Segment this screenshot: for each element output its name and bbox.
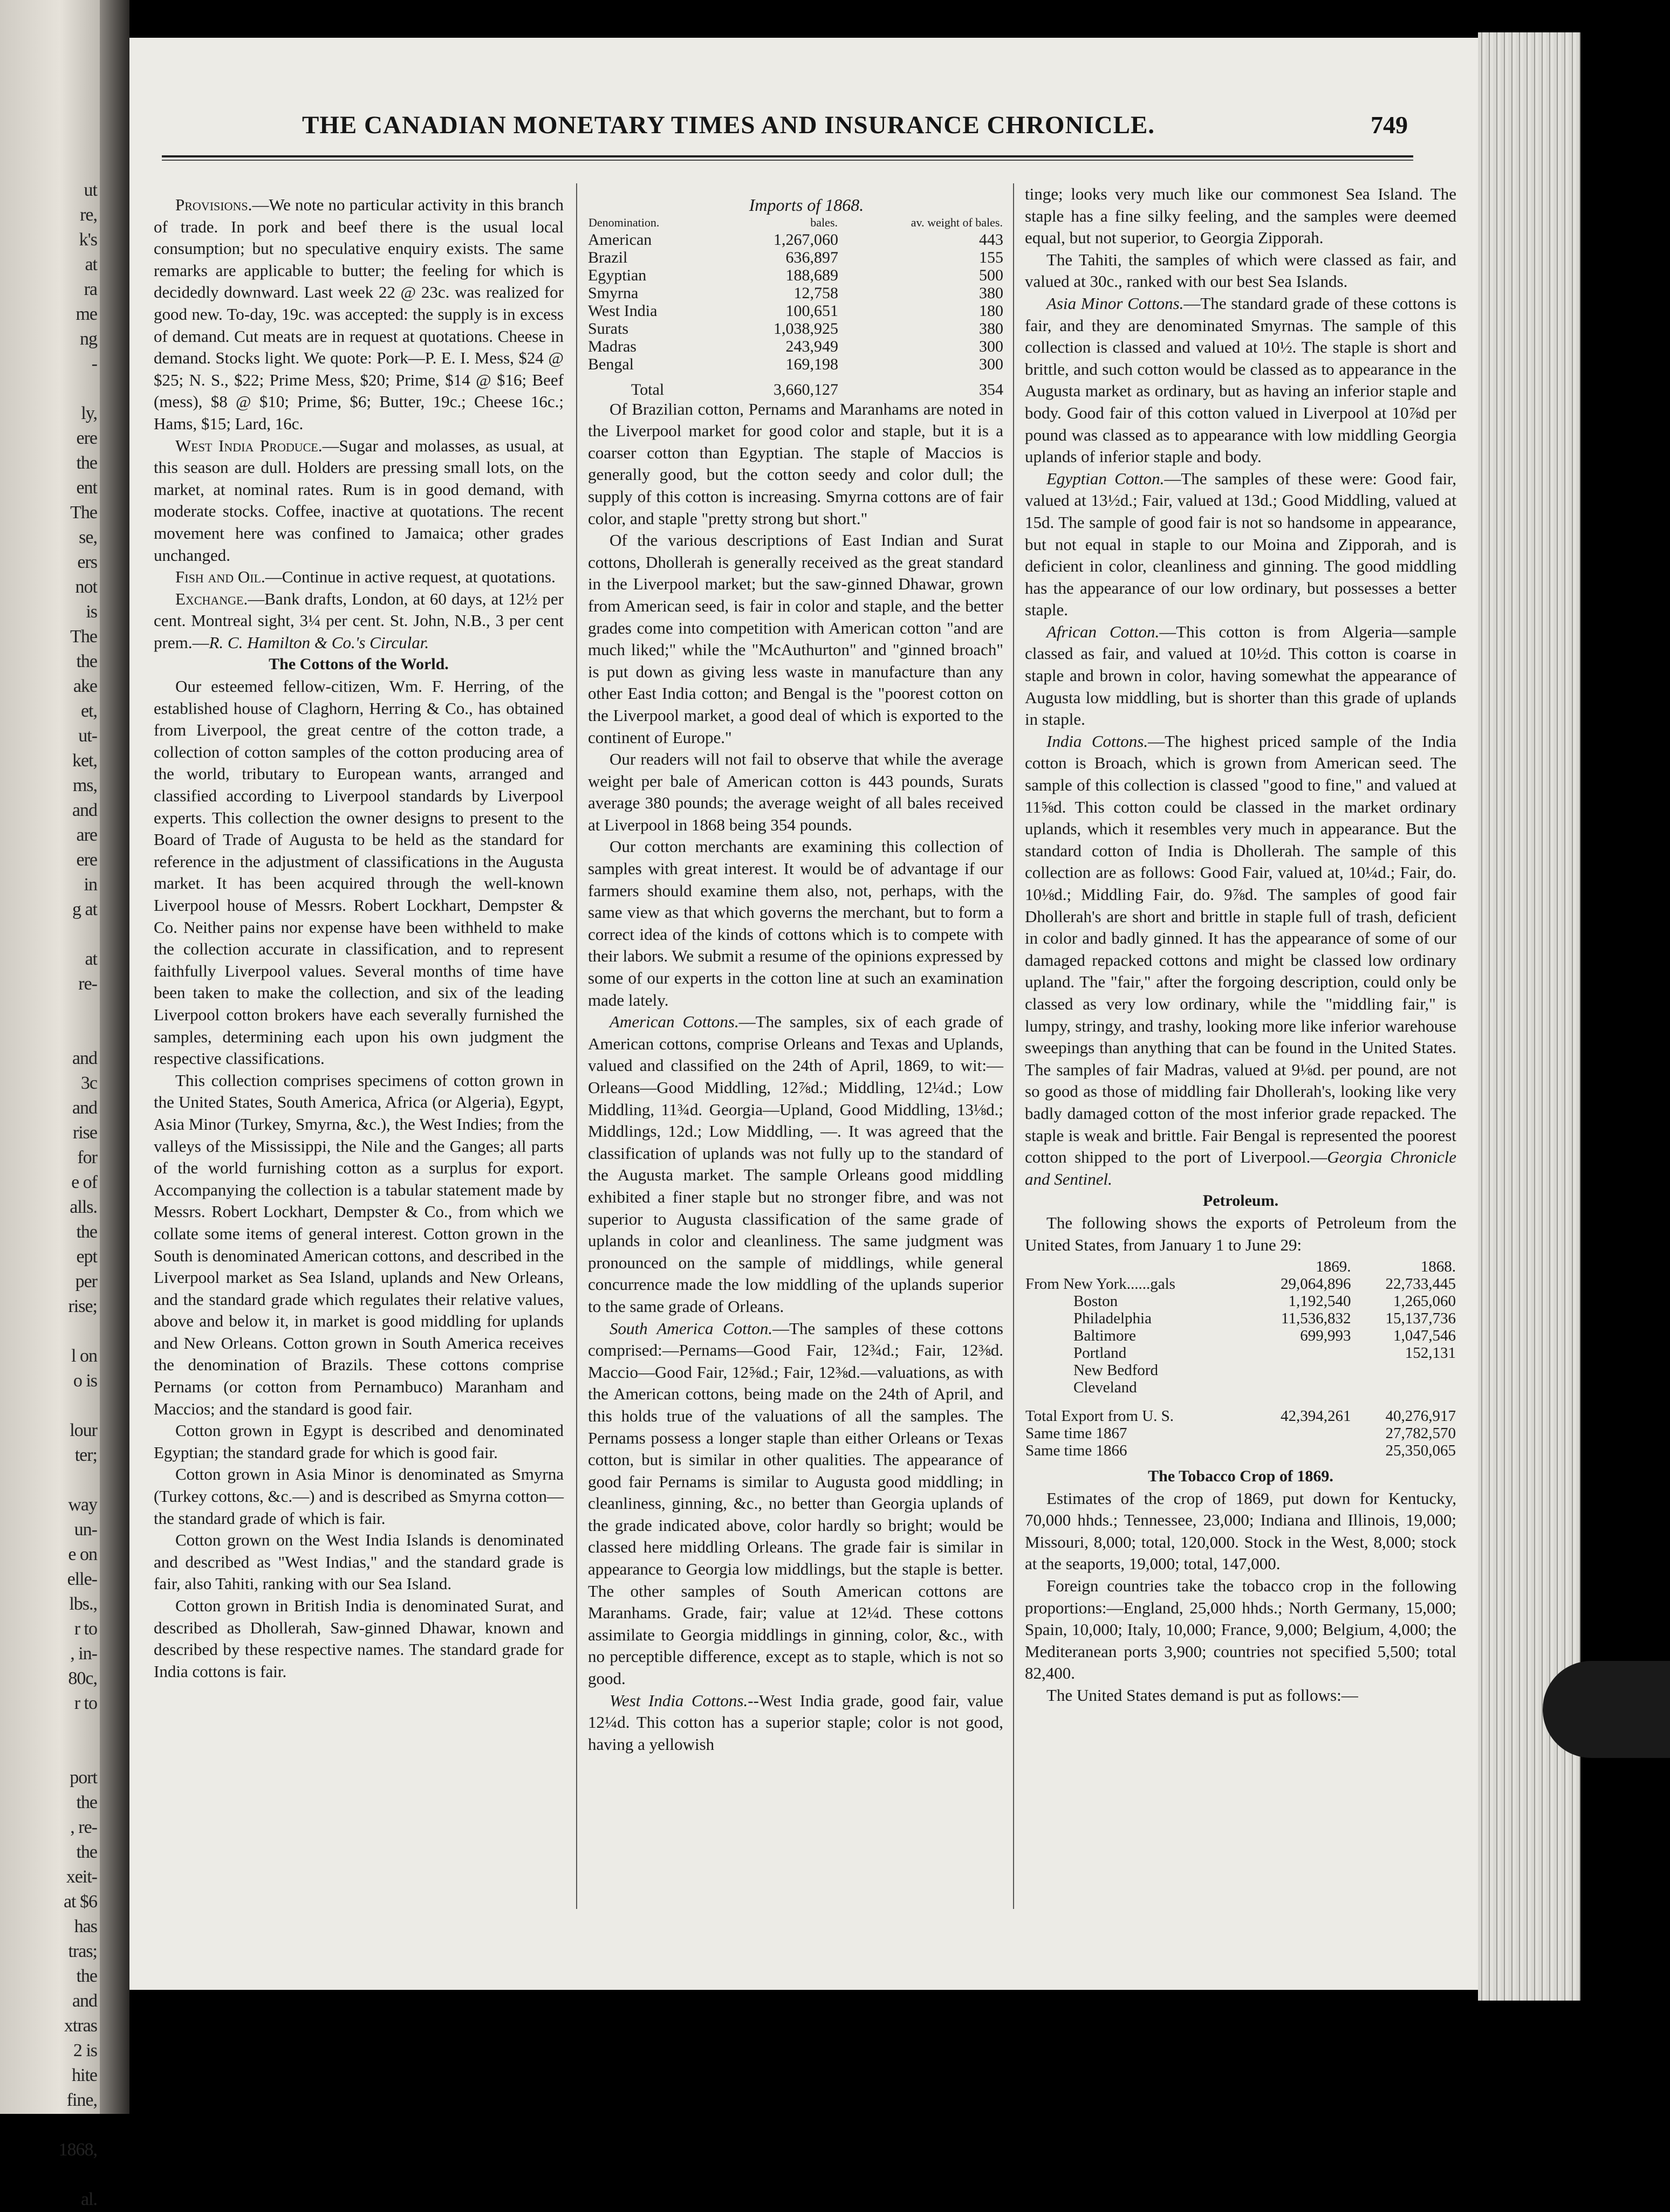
cottons-heading: The Cottons of the World. — [269, 655, 449, 674]
scanner-thumb — [1543, 1661, 1670, 1758]
india-text: —The highest priced sample of the India cotton is Broach, which is grown from American seed. The sample of this collection is classed "good to fine," and valued at 11⅝d. This cotton could be classed in the market ordinary uplands, which it resembles very much in appearance. But the standard cotton of India is Dhollerah. The sample of this collection are as follows: Good Fair, valued at, 10¼d.; Fair, do. 10⅛d.; Middling Fair, do. 9⅞d. The samples of good fair Dhollerah's are short and brittle in staple full of trash, deficient in color and badly ginned. It has the appearance of some of our damaged repacked cottons and might be classed low ordinary upland. The "fair," after the forgoing description, could only be classed as very low ordinary, while the "middling fair," is lumpy, stringy, and trashy, looking more like inferior warehouse sweepings than anything that can be found in the United States. The samples of fair Madras, valued at 9⅛d. per pound, are not so good as those of middling fair Dhollerah's, looking like very badly damaged cotton of the most inferior grade repacked. The staple is weak and brittle. Fair Bengal is represented the poorest cotton shipped to the port of Liverpool.— — [1025, 731, 1456, 1167]
imports-row — [588, 231, 1003, 249]
imports-row — [588, 320, 1003, 338]
fish-label: Fish and Oil. — [175, 567, 265, 587]
petroleum-port: Portland — [1073, 1344, 1127, 1362]
petroleum-row — [1025, 1379, 1456, 1396]
imports-bales: 1,038,925 — [774, 319, 838, 338]
african-paragraph — [1025, 621, 1456, 731]
petroleum-1868: 22,733,445 — [1385, 1275, 1456, 1293]
imports-total-weight: 354 — [979, 380, 1003, 399]
imports-weight: 155 — [979, 248, 1003, 266]
petroleum-1868 — [1351, 1379, 1456, 1396]
petroleum-port: Boston — [1073, 1293, 1118, 1310]
american-cottons-text: —The samples, six of each grade of American cottons, comprise Orleans and Texas and Uplands, valued and classified on the 24th of April, 1869, to wit:—Orleans—Good Middling, 12⅞d.; Middling, 12¼d.; Low Middling, 11¾d. Georgia—Upland, Good Middling, 13⅛d.; Middlings, 12d.; Low Middling, —. It was agreed that the classification of uplands was not fully up to the standard of the Augusta market. The sample Orleans good middling exhibited a finer staple but no stronger fibre, and was not superior to Augusta classification of the same grade of uplands in color and cleanliness. The same judgment was pronounced on the sample of middlings, while general concurrence made the low middling of the uplands superior to the same grade of Orleans. — [588, 1012, 1003, 1316]
imports-weight: 300 — [979, 355, 1003, 373]
publication-title: THE CANADIAN MONETARY TIMES AND INSURANCE CHRONICLE. — [302, 111, 1155, 139]
petroleum-1869 — [1247, 1344, 1352, 1362]
petroleum-1869 — [1247, 1362, 1352, 1379]
petroleum-total-label: Same time 1867 — [1025, 1425, 1127, 1442]
cottons-paragraph-2: This collection comprises specimens of cotton grown in the United States, South America, Africa (or Algeria), Egypt, Asia Minor (Turkey, Smyrna, &c.), the West Indies; from the valleys of the Mississippi, the Nile and the Ganges; all parts of the world furnishing cotton as a surplus for export. Accompanying the collection is a tabular statement made by Messrs. Robert Lockhart, Dempster & Co., from which we collate some items of general interest. Cotton grown in the South is denominated American cottons, and described in the Liverpool market as Sea Island, uplands and New Orleans, and the standard grade which regulates their relative values, above and below it, in market is good middling for uplands and New Orleans. Cotton grown in South America receives the denomination of Brazils. These cottons comprise Pernams (or cotton from Pernambuco) Maranham and Maccios; and the standard is good fair. — [154, 1070, 564, 1418]
petroleum-port: Philadelphia — [1073, 1310, 1152, 1328]
imports-total-row — [588, 373, 1003, 399]
petroleum-total-1869 — [1247, 1442, 1352, 1459]
header-rule-thin — [162, 160, 1413, 161]
petroleum-row — [1025, 1327, 1456, 1344]
west-india-cottons-label: West India Cottons. — [610, 1691, 748, 1710]
imports-weight: 300 — [979, 337, 1003, 355]
tobacco-paragraph-2: Foreign countries take the tobacco crop in the following proportions:—England, 25,000 hhds.; North Germany, 15,000; Spain, 10,000; Italy, 10,000; France, 9,000; Belgium, 4,000; the Mediteranean ports 3,900; countries not specified 5,500; total 82,400. — [1025, 1576, 1456, 1683]
african-text: —This cotton is from Algeria—sample classed as fair, and valued at 10½d. This cotton is coarse in staple and brown in color, having somewhat the appearance of Augusta low middling, but is shorter than this grade of uplands in staple. — [1025, 622, 1457, 729]
imports-row — [588, 284, 1003, 302]
petroleum-1869: 29,064,896 — [1280, 1275, 1351, 1293]
imports-header-weight: av. weight of bales. — [911, 215, 1003, 229]
petroleum-1868: 15,137,736 — [1385, 1310, 1456, 1328]
tahiti-paragraph: The Tahiti, the samples of which were classed as fair, and valued at 30c., ranked with our best Sea Islands. — [1025, 250, 1456, 291]
petroleum-row — [1025, 1344, 1456, 1362]
imports-row — [588, 302, 1003, 320]
imports-weight: 500 — [979, 266, 1003, 284]
cottons-paragraph-3: Cotton grown in Egypt is described and denominated Egyptian; the standard grade for which is good fair. — [154, 1421, 564, 1462]
column-divider-1 — [576, 183, 577, 1909]
col3-continuation: tinge; looks very much like our commonest Sea Island. The staple has a fine silky feeling, and the samples were deemed equal, but not superior, to Georgia Zipporah. — [1025, 184, 1456, 248]
column-1 — [154, 194, 564, 1682]
petroleum-total-1868: 25,350,065 — [1385, 1442, 1456, 1460]
imports-weight: 380 — [979, 284, 1003, 302]
petroleum-1868: 152,131 — [1405, 1344, 1456, 1362]
petroleum-total-1868: 40,276,917 — [1385, 1407, 1456, 1425]
petroleum-1868: 1,265,060 — [1393, 1293, 1456, 1310]
imports-denomination: Bengal — [588, 355, 634, 373]
imports-denomination: Madras — [588, 337, 636, 355]
imports-bales: 100,651 — [785, 301, 838, 320]
petroleum-total-1869: 42,394,261 — [1280, 1407, 1351, 1425]
petroleum-port: New Bedford — [1073, 1362, 1159, 1379]
west-india-cottons-paragraph — [588, 1690, 1003, 1756]
left-page-text-fragments: ut re, k's at ra me ng - ly, ere the ent The se, ers not is The the ake et, ut- ket, ms, and are ere in g at at re- and 3c and rise for e of alls. the ept per rise; l on o is lour ter; way un- e on elle- lbs., r to , in- 80c, r to port the , re- the xeit- at $6 has tras; the and xtras 2 is hite fine, 1868, al. — [58, 180, 97, 2209]
imports-table — [588, 216, 1003, 399]
imports-bales: 169,198 — [785, 355, 838, 373]
west-india-cottons-text: --West India grade, good fair, value 12¼d. This cotton has a superior staple; color is not good, having a yellowish — [588, 1691, 1003, 1754]
petroleum-1869: 11,536,832 — [1281, 1310, 1351, 1328]
petroleum-port: Cleveland — [1073, 1379, 1137, 1397]
book-gutter — [100, 0, 129, 2114]
column-2 — [588, 194, 1003, 1755]
imports-denomination: Smyrna — [588, 284, 639, 302]
petroleum-1869: 1,192,540 — [1288, 1293, 1351, 1310]
imports-bales: 12,758 — [793, 284, 838, 302]
tobacco-paragraph-1: Estimates of the crop of 1869, put down for Kentucky, 70,000 hhds.; Tennessee, 23,000; Indiana and Illinois, 19,000; Missouri, 8,000; total, 120,000. Stock in the West, 8,000; stock at the seaports, 19,000; total, 147,000. — [1025, 1488, 1456, 1574]
american-cottons-label: American Cottons. — [610, 1012, 739, 1032]
fish-text: —Continue in active request, at quotations. — [265, 567, 556, 587]
imports-denomination: West India — [588, 301, 658, 320]
asia-minor-label: Asia Minor Cottons. — [1046, 293, 1184, 313]
provisions-text: —We note no particular activity in this branch of trade. In pork and beef there is the usual local consumption; but no speculative enquiry exists. The same remarks are applicable to butter; the feeling for which is decidedly downward. Last week 22 @ 23c. was realized for good new. To-day, 19c. was accepted: the supply is in excess of demand. Cut meats are in request at quotations. Cheese in demand. Stocks light. We quote: Pork—P. E. I. Mess, $24 @ $25; N. S., $22; Prime Mess, $20; Prime, $14 @ $16; Beef (mess), $8 @ $10; Prime, $6; Butter, 19c.; Cheese 16c.; Hams, $15; Lard, 16c. — [154, 195, 564, 433]
south-america-paragraph — [588, 1318, 1003, 1690]
petroleum-1868: 1,047,546 — [1393, 1327, 1456, 1345]
petroleum-port: Baltimore — [1073, 1327, 1136, 1345]
exchange-paragraph — [154, 588, 564, 654]
tobacco-paragraph-3: The United States demand is put as follows:— — [1046, 1686, 1358, 1705]
imports-header-row — [588, 216, 1003, 231]
american-cottons-paragraph — [588, 1011, 1003, 1317]
imports-row — [588, 249, 1003, 266]
petroleum-header-row — [1025, 1258, 1456, 1275]
imports-weight: 180 — [979, 301, 1003, 320]
col2-paragraph-2: Of the various descriptions of East Indian and Surat cottons, Dhollerah is generally received as the great standard in the Liverpool market; but the saw-ginned Dhawar, grown from American seed, is fair in color and staple, and the better grades come into competition with American cotton "and are much liked;" while the "McAuthurton" and "ginned broach" is put down as giving less waste in manufacture than any other East India cotton; and Bengal is the "poorest cotton on the Liverpool market, a good deal of which is exported to the continent of Europe." — [588, 531, 1003, 747]
imports-bales: 1,267,060 — [774, 230, 838, 249]
petroleum-row — [1025, 1310, 1456, 1327]
west-india-label: West India Produce. — [175, 436, 323, 455]
cottons-paragraph-4: Cotton grown in Asia Minor is denominated as Smyrna (Turkey cottons, &c.—) and is described as Smyrna cotton—the standard grade of which is fair. — [154, 1465, 564, 1528]
page-header — [194, 111, 1408, 148]
india-label: India Cottons. — [1046, 731, 1148, 751]
exchange-source: R. C. Hamilton & Co.'s Circular. — [209, 633, 429, 652]
fish-paragraph — [154, 566, 564, 588]
left-page-margin — [0, 0, 100, 2209]
petroleum-1869 — [1247, 1379, 1352, 1396]
cottons-paragraph-5: Cotton grown on the West India Islands is denominated and described as "West Indias," and the standard grade is fair, also Tahiti, ranking with our Sea Island. — [154, 1530, 564, 1593]
petroleum-row — [1025, 1293, 1456, 1310]
asia-minor-paragraph — [1025, 293, 1456, 468]
col2-paragraph-4: Our cotton merchants are examining this collection of samples with great interest. It would be of advantage if our farmers should examine them also, not, perhaps, with the same view as that which governs the merchant, but to form a correct idea of the kinds of cottons which is to compete with their labors. We submit a resume of the opinions expressed by some of our experts in the cotton line at such an examination made lately. — [588, 837, 1003, 1009]
petroleum-total-row — [1025, 1442, 1456, 1459]
imports-denomination: Egyptian — [588, 266, 647, 284]
imports-total-bales: 3,660,127 — [774, 380, 838, 399]
imports-title: Imports of 1868. — [749, 195, 864, 215]
col2-paragraph-1: Of Brazilian cotton, Pernams and Maranhams are noted in the Liverpool market for good color and staple, but it is a coarser cotton than Egyptian. The staple of Maccios is generally good, but the cotton seedy and color dull; the supply of this cotton is increasing. Smyrna cottons are of fair color, and staple "pretty strong but short." — [588, 399, 1003, 528]
exchange-text: —Bank drafts, London, at 60 days, at 12½ per cent. Montreal sight, 3¼ per cent. St. John, N.B., 3 per cent prem.— — [154, 589, 564, 652]
petroleum-header-1868: 1868. — [1420, 1258, 1456, 1276]
cottons-paragraph-1: Our esteemed fellow-citizen, Wm. F. Herring, of the established house of Claghorn, Herring & Co., has obtained from Liverpool, the great centre of the cotton trade, a collection of cotton samples of the cotton producing area of the world, tributary to European wants, arranged and classified according to Liverpool standards by Liverpool experts. This collection the owner designs to present to the Board of Trade of Augusta to be held as the standard for reference in the adjustment of classifications in the Augusta market. It has been acquired through the well-known Liverpool house of Messrs. Robert Lockhart, Dempster & Co. Neither pains nor expense have been withheld to make the collection accurate in classification, and to represent faithfully Liverpool values. Several months of time have been taken to make the collection, and six of the leading Liverpool cotton brokers have each severally furnished the samples, determining each upon his own judgment the respective classifications. — [154, 677, 564, 1068]
imports-weight: 443 — [979, 230, 1003, 249]
imports-header-bales: bales. — [810, 215, 838, 229]
petroleum-total-label: Total Export from U. S. — [1025, 1407, 1174, 1425]
india-paragraph — [1025, 731, 1456, 1190]
asia-minor-text: —The standard grade of these cottons is fair, and they are denominated Smyrnas. The sample of this collection is classed and valued at 10½. The staple is short and brittle, and such cotton would be classed as to appearance in the Augusta market as ordinary, but as having an inferior staple and body. Good fair of this cotton valued in Liverpool at 10⅞d per pound was classed as to appearance with low middling Georgia uplands of inferior staple and body. — [1025, 293, 1456, 466]
provisions-label: Provisions. — [175, 195, 252, 214]
petroleum-total-1868: 27,782,570 — [1385, 1425, 1456, 1442]
petroleum-row — [1025, 1362, 1456, 1379]
imports-denomination: American — [588, 230, 652, 249]
imports-header-denomination: Denomination. — [588, 215, 660, 229]
exchange-label: Exchange. — [175, 589, 248, 608]
imports-row — [588, 355, 1003, 373]
petroleum-intro: The following shows the exports of Petroleum from the United States, from January 1 to June 29: — [1025, 1213, 1456, 1254]
col2-paragraph-3: Our readers will not fail to observe that while the average weight per bale of American cotton is 443 pounds, Surats average 380 pounds; the average weight of all bales received at Liverpool in 1868 being 354 pounds. — [588, 750, 1003, 834]
imports-bales: 243,949 — [785, 337, 838, 355]
petroleum-heading: Petroleum. — [1202, 1192, 1279, 1210]
petroleum-1868 — [1351, 1362, 1456, 1379]
india-source: Georgia Chronicle and Sentinel. — [1025, 1148, 1456, 1189]
imports-denomination: Surats — [588, 319, 628, 338]
egyptian-text: —The samples of these were: Good fair, valued at 13½d.; Fair, valued at 13d.; Good Middling, valued at 15d. The sample of good fair is not so handsome in appearance, but not equal in staple to our Moina and Zipporah, and is deficient in color, cleanliness and ginning. The good middling has the appearance of our low ordinary, but possesses a better staple. — [1025, 469, 1456, 620]
page-number: 749 — [1371, 111, 1408, 139]
petroleum-total-row — [1025, 1425, 1456, 1442]
petroleum-row — [1025, 1275, 1456, 1293]
imports-row — [588, 338, 1003, 355]
petroleum-1869: 699,993 — [1300, 1327, 1351, 1345]
egyptian-paragraph — [1025, 468, 1456, 621]
south-america-text: —The samples of these cottons comprised:—Pernams—Good Fair, 12¾d.; Fair, 12⅜d. Maccio—Good Fair, 12⅝d.; Fair, 12⅜d.—valuations, as with the American cottons, being made on the 24th of April, and this holds true of the valuations of all the samples. The Pernams possess a longer staple than either Orleans or Texas cotton, but is similar in other qualities. The appearance of good fair Pernams is similar to Augusta good middling; in cleanliness, ginning, &c., no better than Georgia uplands of the grade indicated above, color hardly so bright; would be classed here middling Orleans. The grade fair is similar in appearance to Georgia low middlings, but the staple is better. The other samples of South American cottons are Maranhams. Grade, fair; value at 12¼d. These cottons assimilate to Georgia middlings in ginning, color, &c., with no perceptible difference, except as to staple, which is not so good. — [588, 1318, 1003, 1688]
west-india-text: —Sugar and molasses, as usual, at this season are dull. Holders are pressing small lots, on the market, at nominal rates. Rum is in good demand, with moderate stocks. Coffee, inactive at quotations. The recent movement here was confined to Jamaica; other grades unchanged. — [154, 436, 564, 565]
petroleum-total-1869 — [1247, 1425, 1352, 1442]
imports-denomination: Brazil — [588, 248, 628, 266]
petroleum-header-1869: 1869. — [1316, 1258, 1351, 1276]
column-divider-2 — [1013, 183, 1014, 1909]
south-america-label: South America Cotton. — [610, 1318, 773, 1338]
column-3 — [1025, 183, 1456, 1707]
petroleum-port: From New York......gals — [1025, 1275, 1175, 1293]
imports-bales: 636,897 — [785, 248, 838, 266]
petroleum-table — [1025, 1258, 1456, 1459]
egyptian-label: Egyptian Cotton. — [1046, 469, 1165, 488]
imports-weight: 380 — [979, 319, 1003, 338]
provisions-paragraph — [154, 194, 564, 435]
tobacco-heading: The Tobacco Crop of 1869. — [1148, 1467, 1333, 1486]
west-india-paragraph — [154, 435, 564, 567]
header-rule — [162, 155, 1413, 157]
imports-bales: 188,689 — [785, 266, 838, 284]
cottons-paragraph-6: Cotton grown in British India is denominated Surat, and described as Dhollerah, Saw-ginned Dhawar, known and described by these respective names. The standard grade for India cottons is fair. — [154, 1596, 564, 1681]
imports-row — [588, 266, 1003, 284]
imports-total-label: Total — [631, 380, 665, 399]
african-label: African Cotton. — [1046, 622, 1160, 641]
petroleum-total-label: Same time 1866 — [1025, 1442, 1127, 1460]
petroleum-total-row — [1025, 1396, 1456, 1425]
